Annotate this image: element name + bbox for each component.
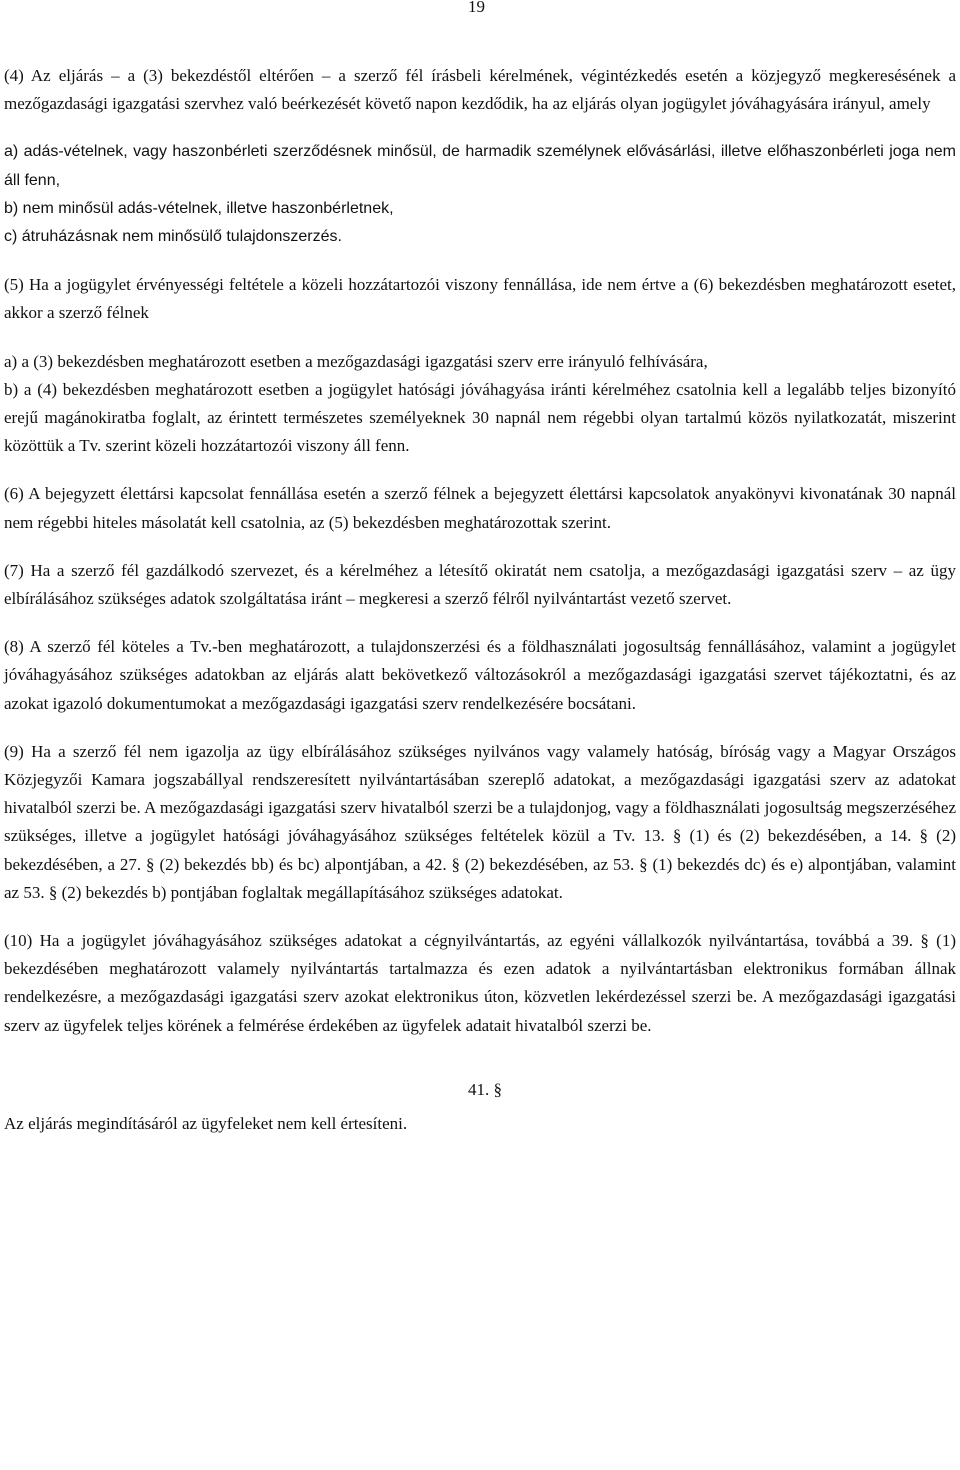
paragraph-5-intro: (5) Ha a jogügylet érvényességi feltétele a közeli hozzátartozói viszony fennállása, ide nem értve a (6) bekezdésben meghatározott esetet, akkor a szerző félnek xyxy=(4,275,956,323)
paragraph-4-item-b: b) nem minősül adás-vételnek, illetve haszonbérletnek, xyxy=(4,199,394,217)
paragraph-7: (7) Ha a szerző fél gazdálkodó szervezet, és a kérelméhez a létesítő okiratát nem csatolja, a mezőgazdasági igazgatási szerv – az ügy elbírálásához szükséges adatok szolgáltatása iránt – megkeresi a szerző félről nyilvántartást vezető szervet. xyxy=(4,560,956,609)
paragraph-5-item-a: a) a (3) bekezdésben meghatározott esetben a mezőgazdasági igazgatási szerv erre irányuló felhívására, xyxy=(4,351,708,371)
paragraph-6: (6) A bejegyzett élettársi kapcsolat fennállása esetén a szerző félnek a bejegyzett élettársi kapcsolatok anyakönyvi kivonatának 30 napnál nem régebbi hiteles másolatát kell csatolnia, az (5) bekezdésben meghatározottak szerint. xyxy=(4,484,956,532)
paragraph-4-item-a: a) adás-vételnek, vagy haszonbérleti szerződésnek minősül, de harmadik személynek elővásárlási, illetve előhaszonbérleti joga nem áll fenn, xyxy=(4,143,956,189)
paragraph-4-item-c: c) átruházásnak nem minősülő tulajdonszerzés. xyxy=(4,228,342,246)
paragraph-4-intro: (4) Az eljárás – a (3) bekezdéstől eltérően – a szerző fél írásbeli kérelmének, végintézkedés esetén a közjegyző megkeresésének a mezőgazdasági igazgatási szervhez való beérkezését követő napon kezdődik, ha az eljárás olyan jogügylet jóváhagyására irányul, amely xyxy=(4,66,956,114)
final-sentence: Az eljárás megindításáról az ügyfeleket nem kell értesíteni. xyxy=(4,1114,408,1134)
paragraph-9: (9) Ha a szerző fél nem igazolja az ügy elbírálásához szükséges nyilvános vagy valamely hatóság, bíróság vagy a Magyar Országos Közjegyzői Kamara jogszabállyal rendszeresített nyilvántartásában szereplő adatokat, a mezőgazdasági igazgatási szerv az adatokat hivatalból szerzi be. A mezőgazdasági igazgatási szerv hivatalból szerzi be a tulajdonjog, vagy a földhasználati jogosultság megszerzéséhez szükséges, illetve a jogügylet hatósági jóváhagyásához szükséges feltételek közül a Tv. 13. § (1) és (2) bekezdésében, a 14. § (2) bekezdésében, a 27. § (2) bekezdés bb) és bc) alpontjában, a 42. § (2) bekezdésében, az 53. § (1) bekezdés dc) és e) alpontjában, valamint az 53. § (2) bekezdés b) pontjában foglaltak megállapításához szükséges adatokat. xyxy=(4,741,956,902)
paragraph-8: (8) A szerző fél köteles a Tv.-ben meghatározott, a tulajdonszerzési és a földhasználati jogosultság fennállásához, valamint a jogügylet jóváhagyásához szükséges adatokban az eljárás alatt bekövetkező változásokról a mezőgazdasági igazgatási szervet tájékoztatni, és az azokat igazoló dokumentumokat a mezőgazdasági igazgatási szerv rendelkezésére bocsátani. xyxy=(4,637,956,713)
document-body xyxy=(4,62,956,1138)
paragraph-5-item-b: b) a (4) bekezdésben meghatározott esetben a jogügylet hatósági jóváhagyása iránti kérelméhez csatolnia kell a legalább teljes bizonyító erejű magánokiratba foglalt, az érintett természetes személyeknek 30 napnál nem régebbi olyan tartalmú közös nyilatkozatát, miszerint közöttük a Tv. szerint közeli hozzátartozói viszony áll fenn. xyxy=(4,379,956,456)
section-heading: 41. § xyxy=(468,1079,502,1099)
page-number: 19 xyxy=(468,0,485,16)
paragraph-10: (10) Ha a jogügylet jóváhagyásához szükséges adatokat a cégnyilvántartás, az egyéni vállalkozók nyilvántartása, továbbá a 39. § (1) bekezdésében meghatározott valamely nyilvántartás tartalmazza és ezen adatok a nyilvántartásban elektronikus formában állnak rendelkezésre, a mezőgazdasági igazgatási szerv azokat elektronikus úton, közvetlen lekérdezéssel szerzi be. A mezőgazdasági igazgatási szerv az ügyfelek teljes körének a felmérése érdekében az ügyfelek adatait hivatalból szerzi be. xyxy=(4,931,956,1035)
